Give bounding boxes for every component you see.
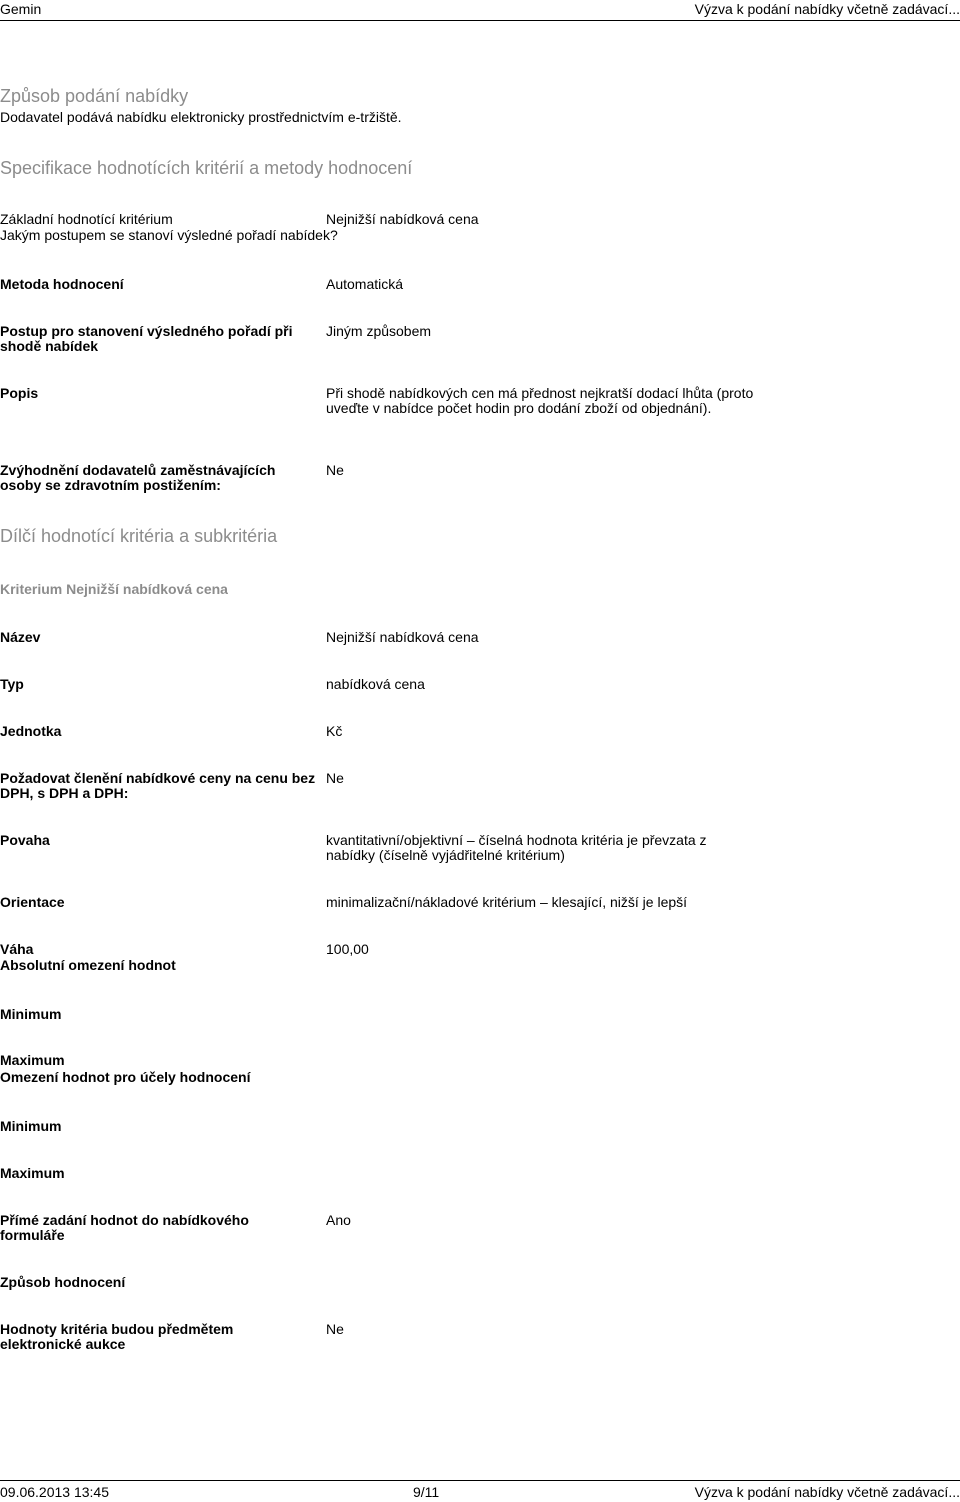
evaluation-minimum-label: Minimum (0, 1118, 62, 1134)
subcriteria-title: Dílčí hodnotící kritéria a subkritéria (0, 526, 278, 546)
vat-breakdown-label: Požadovat členění nabídkové ceny na cenu bez DPH, s DPH a DPH: (0, 770, 316, 801)
footer-doc-title: Výzva k podání nabídky včetně zadávací... (694, 1484, 960, 1500)
absolute-limits-title: Absolutní omezení hodnot (0, 957, 176, 973)
description-value: Při shodě nabídkových cen má přednost nejkratší dodací lhůta (proto uveďte v nabídce počet hodin pro dodání zboží od objednání). (326, 385, 754, 416)
description-label: Popis (0, 385, 39, 401)
name-value: Nejnižší nabídková cena (326, 629, 479, 645)
name-label: Název (0, 629, 41, 645)
method-label: Metoda hodnocení (0, 276, 124, 292)
electronic-auction-value: Ne (326, 1321, 344, 1337)
absolute-maximum-label: Maximum (0, 1052, 65, 1068)
unit-value: Kč (326, 723, 343, 739)
ranking-question: Jakým postupem se stanoví výsledné pořadí nabídek? (0, 227, 338, 243)
weight-value: 100,00 (326, 941, 369, 957)
direct-entry-label: Přímé zadání hodnot do nabídkového formuláře (0, 1212, 249, 1243)
unit-label: Jednotka (0, 723, 62, 739)
type-value: nabídková cena (326, 676, 425, 692)
method-value: Automatická (326, 276, 404, 292)
basic-criterion-value: Nejnižší nabídková cena (326, 211, 479, 227)
disabled-employer-value: Ne (326, 462, 344, 478)
tie-procedure-value: Jiným způsobem (326, 323, 432, 339)
header-doc-title: Výzva k podání nabídky včetně zadávací... (694, 1, 960, 17)
basic-criterion-label: Základní hodnotící kritérium (0, 211, 173, 227)
evaluation-limits-title: Omezení hodnot pro účely hodnocení (0, 1069, 251, 1085)
orientation-label: Orientace (0, 894, 65, 910)
nature-value: kvantitativní/objektivní – číselná hodnota kritéria je převzata z nabídky (číselně vyjádřitelné kritérium) (326, 832, 707, 863)
direct-entry-value: Ano (326, 1212, 351, 1228)
nature-label: Povaha (0, 832, 50, 848)
type-label: Typ (0, 676, 24, 692)
submission-title: Způsob podání nabídky (0, 86, 189, 106)
absolute-minimum-label: Minimum (0, 1006, 62, 1022)
criterion-heading: Kriterium Nejnižší nabídková cena (0, 581, 228, 597)
disabled-employer-label: Zvýhodnění dodavatelů zaměstnávajících osoby se zdravotním postižením: (0, 462, 276, 493)
weight-label: Váha (0, 941, 34, 957)
criteria-spec-title: Specifikace hodnotících kritérií a metody hodnocení (0, 158, 413, 178)
vat-breakdown-value: Ne (326, 770, 344, 786)
header-app-name: Gemin (0, 1, 42, 17)
tie-procedure-label: Postup pro stanovení výsledného pořadí při shodě nabídek (0, 323, 293, 354)
submission-text: Dodavatel podává nabídku elektronicky prostřednictvím e-tržiště. (0, 109, 402, 125)
evaluation-method-label: Způsob hodnocení (0, 1274, 126, 1290)
footer-datetime: 09.06.2013 13:45 (0, 1484, 109, 1500)
footer-page-number: 9/11 (413, 1484, 440, 1500)
orientation-value: minimalizační/nákladové kritérium – klesající, nižší je lepší (326, 894, 688, 910)
evaluation-maximum-label: Maximum (0, 1165, 65, 1181)
electronic-auction-label: Hodnoty kritéria budou předmětem elektronické aukce (0, 1321, 234, 1352)
